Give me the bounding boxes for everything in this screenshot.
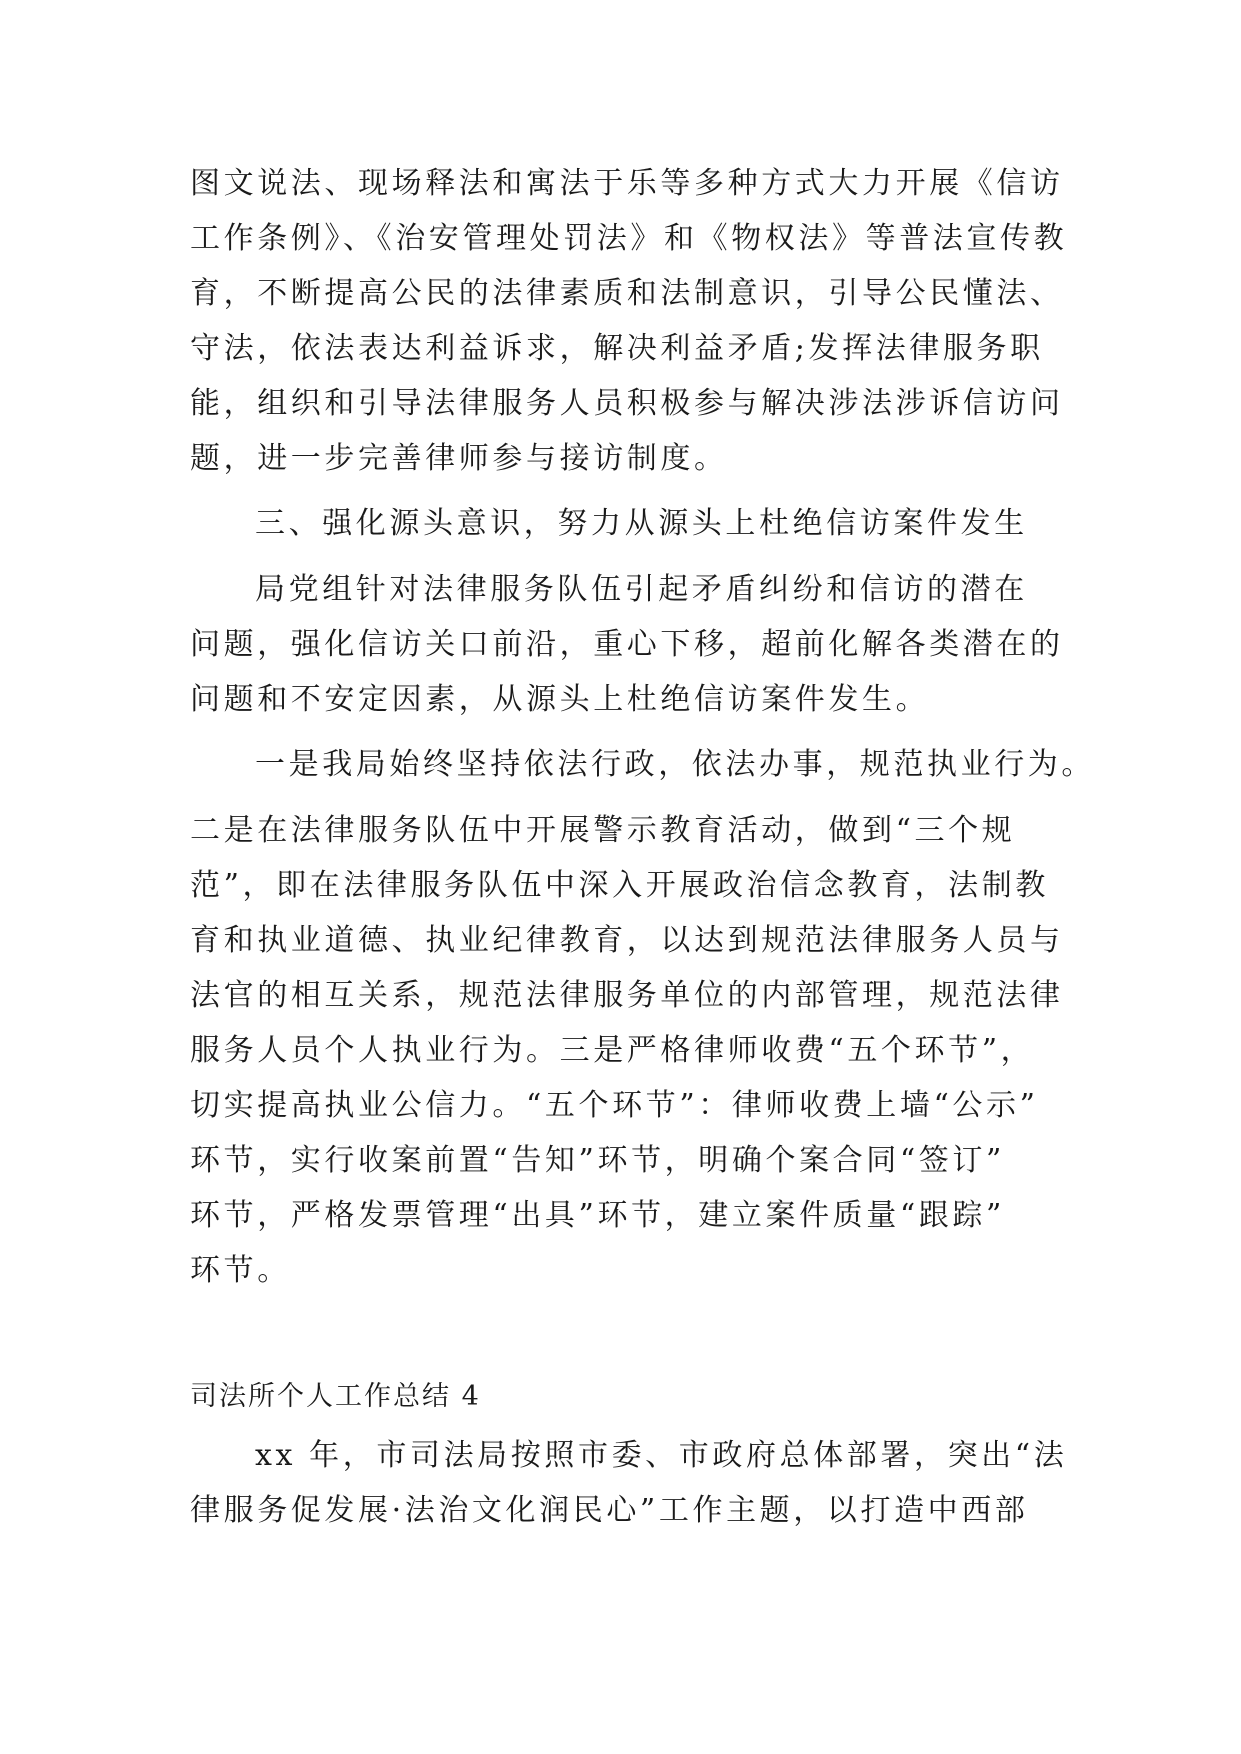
body-line: 守法，依法表达利益诉求，解决利益矛盾;发挥法律服务职	[190, 331, 1044, 366]
body-line: 一是我局始终坚持依法行政，依法办事，规范执业行为。	[255, 747, 1095, 782]
body-line: 法官的相互关系，规范法律服务单位的内部管理，规范法律	[190, 978, 1064, 1013]
body-line: 图文说法、现场释法和寓法于乐等多种方式大力开展《信访	[190, 166, 1064, 201]
body-line: 律服务促发展·法治文化润民心”工作主题，以打造中西部	[190, 1493, 1029, 1528]
body-line: 环节，严格发票管理“出具”环节，建立案件质量“跟踪”	[190, 1198, 1005, 1233]
body-line: 服务人员个人执业行为。三是严格律师收费“五个环节”，	[190, 1033, 1035, 1068]
body-line: 题，进一步完善律师参与接访制度。	[190, 441, 728, 476]
body-line: 二是在法律服务队伍中开展警示教育活动，做到“三个规	[190, 813, 1016, 848]
body-line: 范”，即在法律服务队伍中深入开展政治信念教育，法制教	[190, 868, 1049, 903]
body-line: 环节，实行收案前置“告知”环节，明确个案合同“签订”	[190, 1143, 1005, 1178]
body-line: 育和执业道德、执业纪律教育，以达到规范法律服务人员与	[190, 923, 1064, 958]
body-line: 问题，强化信访关口前沿，重心下移，超前化解各类潜在的	[190, 627, 1064, 662]
body-line: 问题和不安定因素，从源头上杜绝信访案件发生。	[190, 682, 930, 717]
body-line: 工作条例》、《治安管理处罚法》和《物权法》等普法宣传教	[190, 221, 1068, 256]
section-heading: 三、强化源头意识，努力从源头上杜绝信访案件发生	[255, 506, 1028, 541]
body-line: 能，组织和引导法律服务人员积极参与解决涉法涉诉信访问	[190, 386, 1064, 421]
body-line: 育，不断提高公民的法律素质和法制意识，引导公民懂法、	[190, 276, 1064, 311]
section-title: 司法所个人工作总结 4	[190, 1381, 481, 1412]
body-line: 局党组针对法律服务队伍引起矛盾纠纷和信访的潜在	[255, 572, 1028, 607]
body-line: 切实提高执业公信力。“五个环节”：律师收费上墙“公示”	[190, 1088, 1039, 1123]
body-line: 环节。	[190, 1253, 291, 1288]
body-line: xx 年，市司法局按照市委、市政府总体部署，突出“法	[255, 1438, 1068, 1473]
